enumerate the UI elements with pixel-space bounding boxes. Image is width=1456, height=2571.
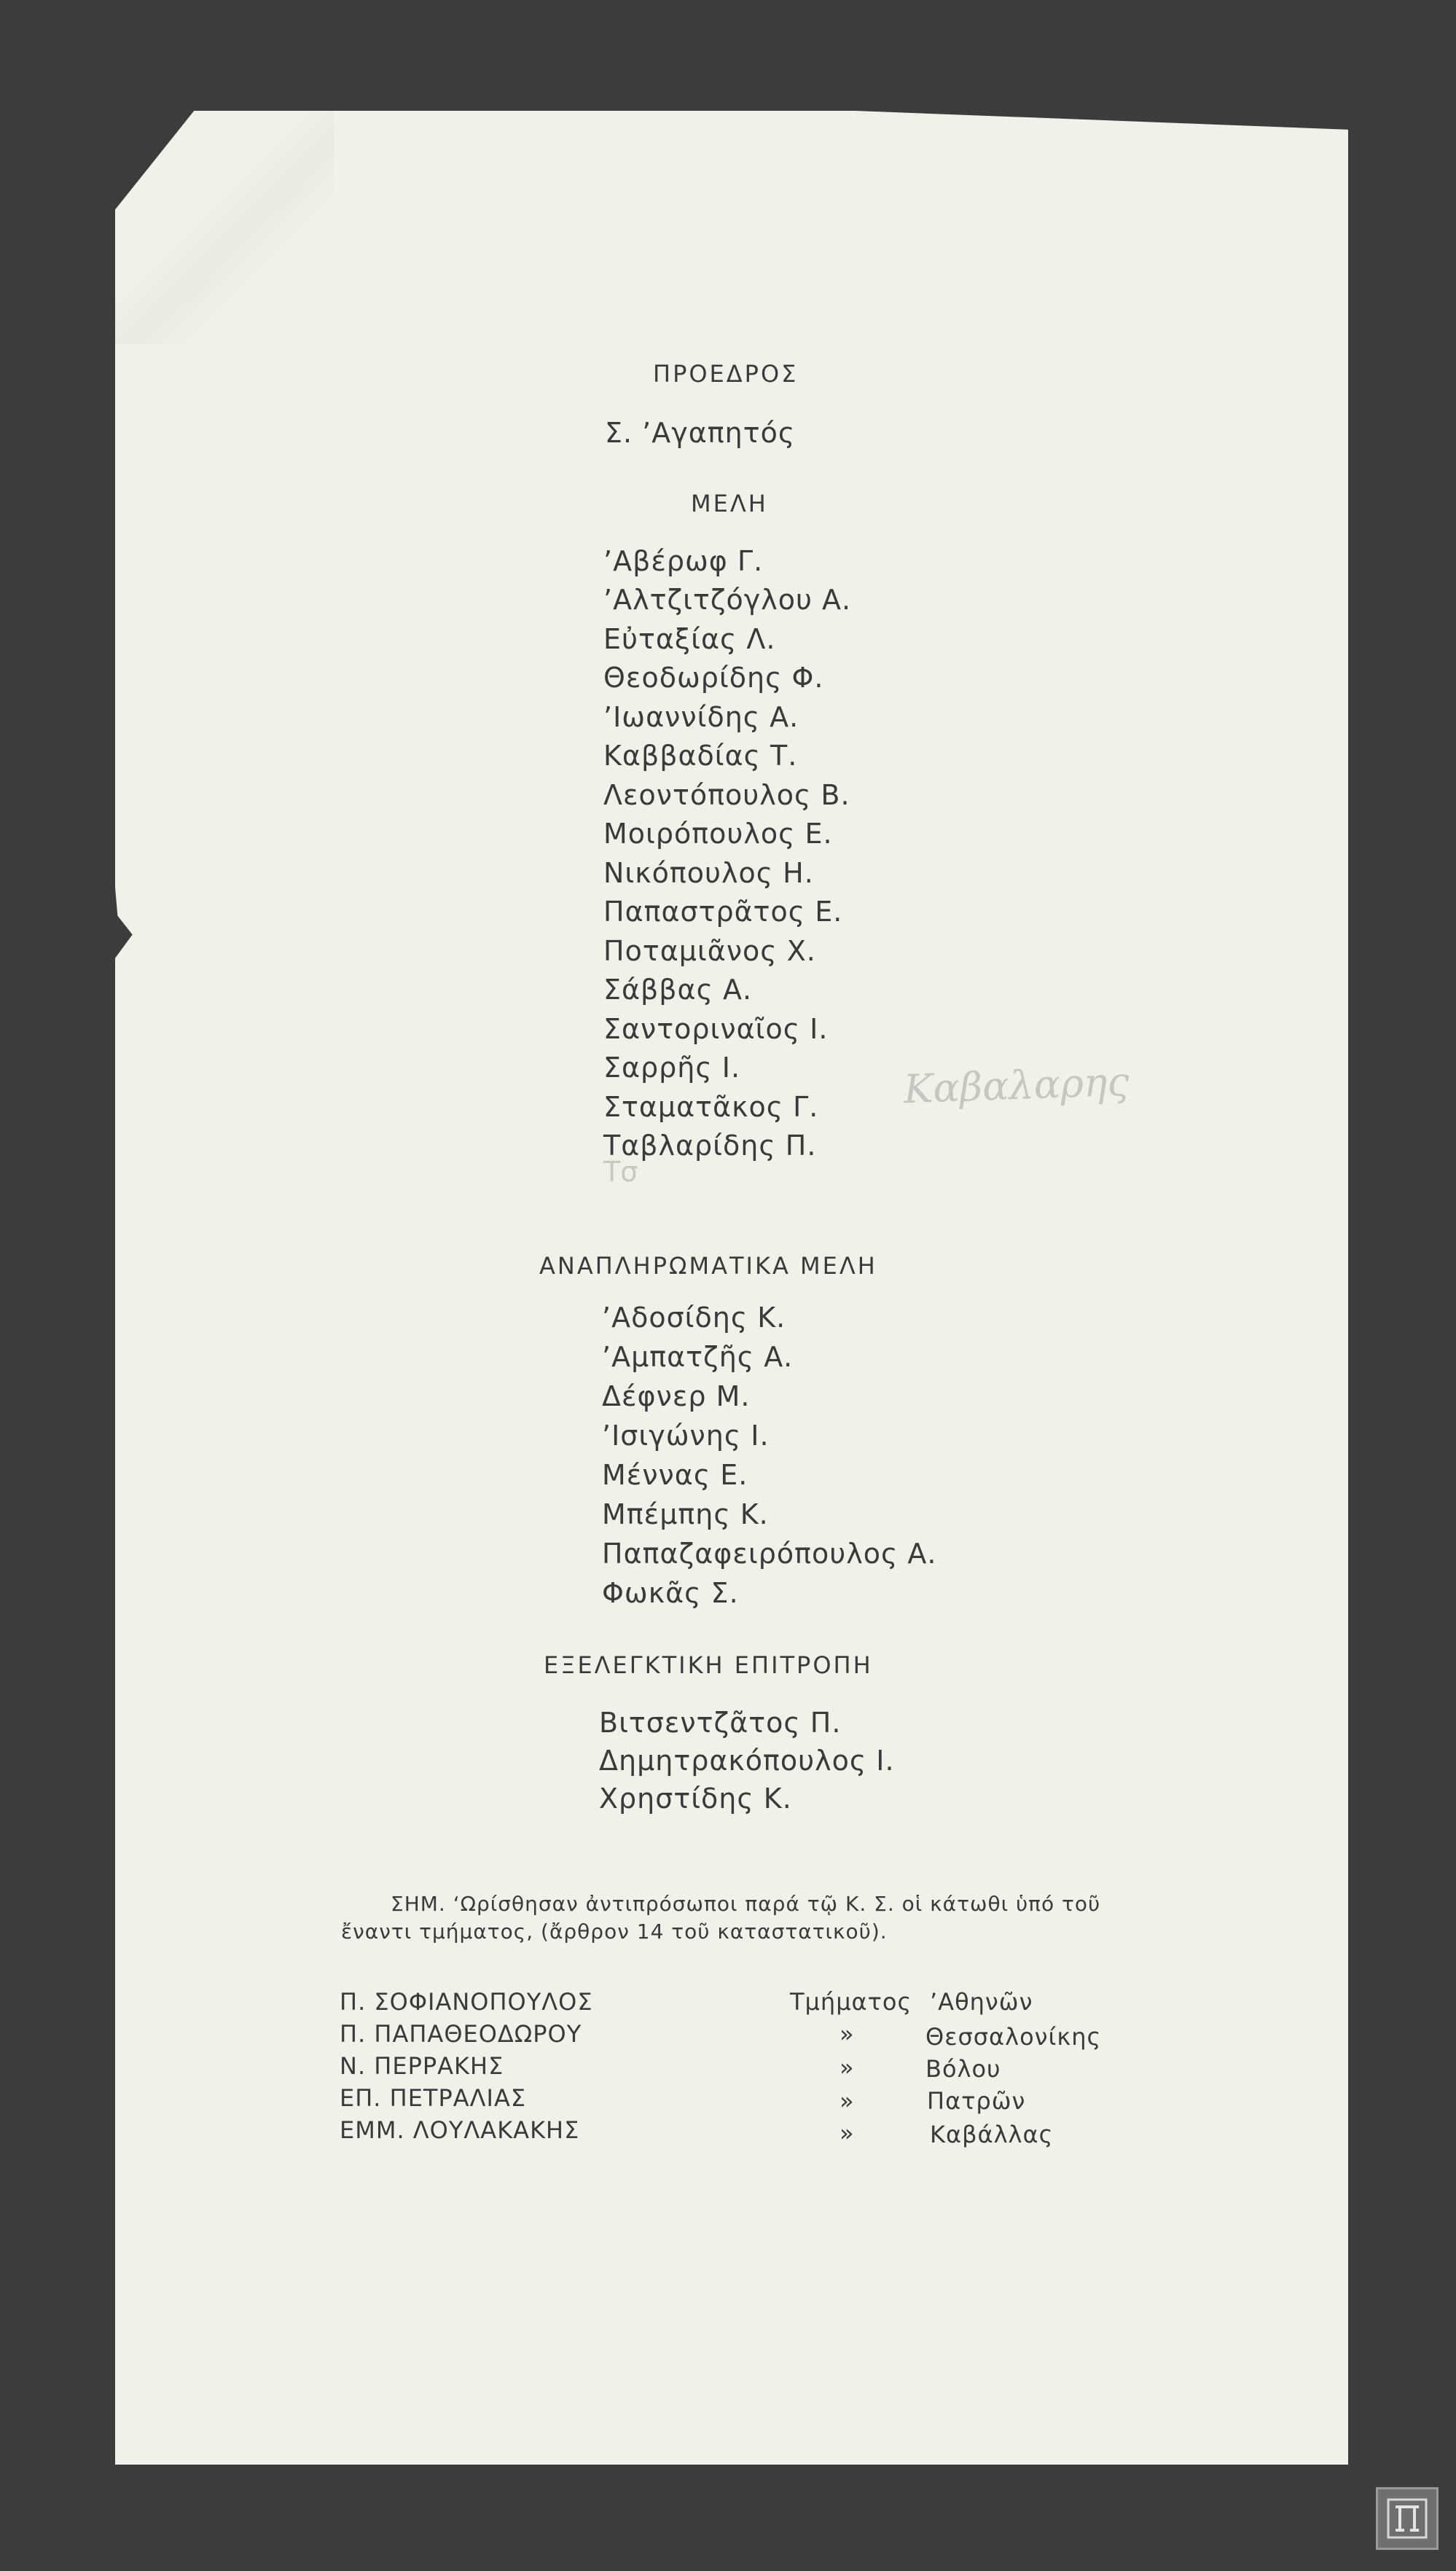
member-name: ’Αλτζιτζόγλου Α.	[603, 584, 852, 616]
representative-name: Π. ΠΑΠΑΘΕΟΔΩΡΟΥ	[340, 2020, 582, 2048]
member-name: Σάββας Α.	[603, 974, 753, 1006]
representative-name: ΕΜΜ. ΛΟΥΛΑΚΑΚΗΣ	[340, 2116, 580, 2144]
alternate-member-name: ’Αδοσίδης Κ.	[602, 1302, 786, 1334]
member-name: Εὐταξίας Λ.	[603, 623, 776, 655]
member-name: Μοιρόπουλος Ε.	[603, 818, 833, 850]
audit-member-name: Βιτσεντζᾶτος Π.	[599, 1707, 842, 1739]
president-heading: ΠΡΟΕΔΡΟΣ	[653, 360, 799, 388]
alternate-member-name: Μέννας Ε.	[602, 1459, 748, 1491]
member-name: Ταβλαρίδης Π.	[603, 1130, 817, 1162]
audit-member-name: Χρηστίδης Κ.	[599, 1783, 792, 1815]
audit-committee-heading: ΕΞΕΛΕΓΚΤΙΚΗ ΕΠΙΤΡΟΠΗ	[544, 1651, 873, 1679]
alternate-member-name: ’Αμπατζῆς Α.	[602, 1341, 794, 1373]
branch-name: Βόλου	[925, 2055, 1001, 2083]
alternate-member-name: Φωκᾶς Σ.	[602, 1577, 739, 1609]
representative-name: Ν. ΠΕΡΡΑΚΗΣ	[340, 2052, 504, 2080]
alternate-member-name: Μπέμπης Κ.	[602, 1498, 769, 1530]
alternate-member-name: Δέφνερ Μ.	[602, 1380, 751, 1412]
pencil-annotation: Καβαλαρης	[902, 1058, 1130, 1113]
ditto-mark: »	[839, 2020, 855, 2048]
branch-name: Καβάλλας	[930, 2121, 1054, 2148]
member-name: Λεοντόπουλος Β.	[603, 779, 850, 811]
alternate-member-name: Παπαζαφειρόπουλος Α.	[602, 1538, 937, 1570]
member-name: Νικόπουλος Η.	[603, 857, 814, 889]
ditto-mark: »	[839, 2119, 855, 2147]
member-name: Σαρρῆς Ι.	[603, 1052, 741, 1084]
member-name: Σταματᾶκος Γ.	[603, 1091, 819, 1123]
member-name: ’Αβέρωφ Γ.	[603, 545, 764, 577]
note-paragraph: ΣΗΜ. ‘Ωρίσθησαν ἀντιπρόσωποι παρά τῷ Κ. Σ. οἱ κάτωθι ὑπό τοῦ ἔναντι τμήματος, (ἄρθρον 14 τοῦ καταστατικοῦ).	[341, 1892, 1101, 1944]
archive-seal-glyph	[1385, 2497, 1429, 2540]
ditto-mark: Τμήματος	[790, 1988, 912, 2016]
branch-name: Θεσσαλονίκης	[925, 2023, 1102, 2051]
alternate-members-heading: ΑΝΑΠΛΗΡΩΜΑΤΙΚΑ ΜΕΛΗ	[539, 1252, 877, 1280]
president-name: Σ. ’Αγαπητός	[605, 417, 796, 449]
ditto-mark: »	[839, 2087, 855, 2115]
branch-name: Πατρῶν	[927, 2087, 1026, 2115]
representative-name: ΕΠ. ΠΕΤΡΑΛΙΑΣ	[340, 2084, 527, 2112]
member-name: ’Ιωαννίδης Α.	[603, 701, 799, 733]
ditto-mark: »	[839, 2054, 855, 2081]
member-name: Παπαστρᾶτος Ε.	[603, 896, 843, 928]
members-heading: ΜΕΛΗ	[691, 490, 768, 517]
archive-seal-icon	[1376, 2487, 1439, 2550]
member-name: Θεοδωρίδης Φ.	[603, 662, 824, 694]
document-sheet	[115, 111, 1348, 2465]
branch-name: ’Αθηνῶν	[930, 1988, 1033, 2016]
member-name: Καββαδίας Τ.	[603, 740, 798, 772]
alternate-member-name: ’Ισιγώνης Ι.	[602, 1420, 770, 1452]
representative-name: Π. ΣΟΦΙΑΝΟΠΟΥΛΟΣ	[340, 1988, 593, 2016]
audit-member-name: Δημητρακόπουλος Ι.	[599, 1745, 895, 1777]
member-name: Ποταμιᾶνος Χ.	[603, 935, 816, 967]
member-name: Σαντοριναῖος Ι.	[603, 1013, 829, 1045]
erased-member-entry: Τσ	[603, 1156, 638, 1188]
